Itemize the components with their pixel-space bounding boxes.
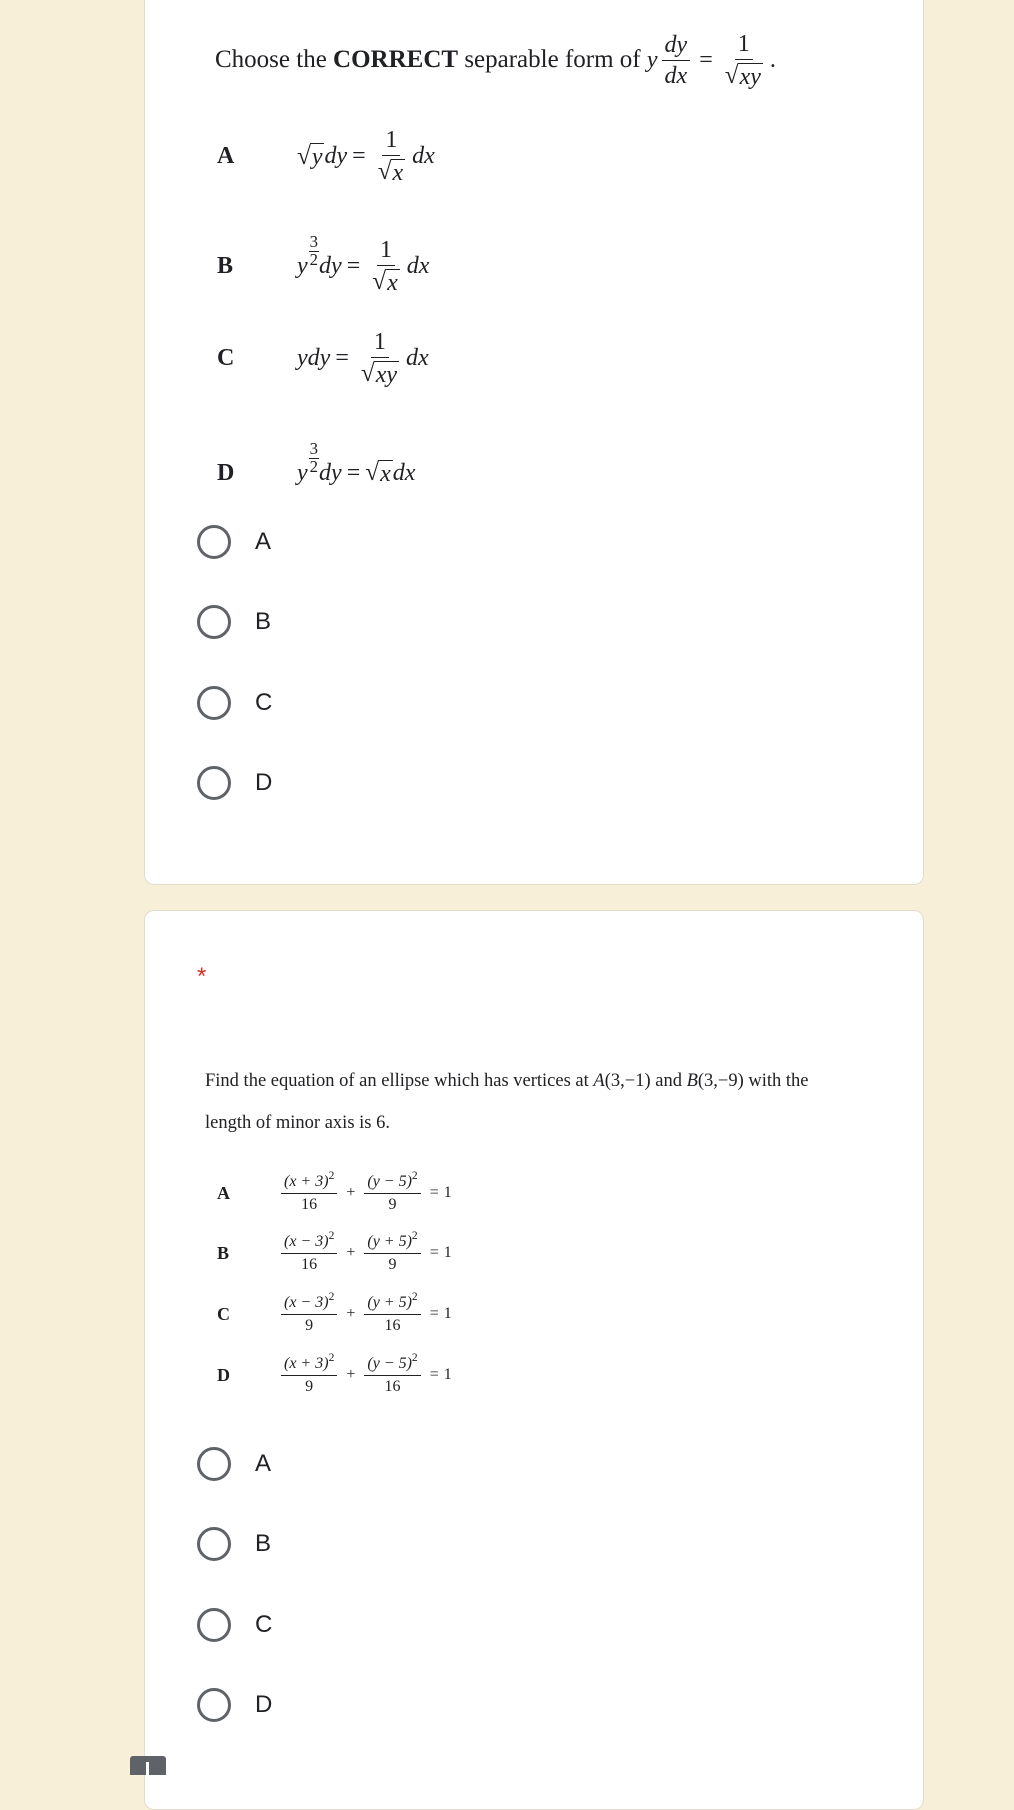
option-letter: D xyxy=(217,1364,230,1385)
rhs-d: dx xyxy=(412,143,435,170)
title-bold: CORRECT xyxy=(333,46,459,74)
exponent: 2 xyxy=(328,1291,335,1304)
exponent: 2 xyxy=(328,1352,335,1365)
denominator-1: 16 xyxy=(301,1255,318,1273)
eq-radicand: xy xyxy=(739,63,761,90)
rhs: 1 xyxy=(443,1244,452,1262)
option-letter: C xyxy=(217,1303,230,1324)
radio-button[interactable] xyxy=(197,1527,231,1561)
denominator-2: 16 xyxy=(384,1377,401,1395)
eq-sqrt: √ xy xyxy=(724,62,761,90)
rhs: 1 xyxy=(443,1305,452,1323)
frac-num: 1 xyxy=(371,329,389,358)
radio-label: A xyxy=(255,528,272,555)
rhs: 1 xyxy=(443,1366,452,1384)
numerator-2: (y − 5) xyxy=(367,1173,412,1190)
den-radicand: x xyxy=(387,269,398,296)
radio-label: D xyxy=(255,769,273,796)
radio-button[interactable] xyxy=(197,1447,231,1481)
q2-option-c xyxy=(217,1291,452,1334)
q2-choice-b[interactable] xyxy=(197,1527,271,1561)
eq-dx: dx xyxy=(664,63,688,90)
pow-den: 2 xyxy=(309,456,319,476)
denominator-1: 16 xyxy=(301,1195,318,1213)
rhs: 1 xyxy=(443,1184,452,1202)
exponent: 2 xyxy=(411,1170,418,1183)
point-b-coords: (3,−9) xyxy=(697,1071,744,1091)
numerator-1: (x − 3) xyxy=(284,1294,329,1311)
option-formula: $\frac{(x - 3)^2}{9}$ + $\frac{(y + 5)^2}{16}$ = 1 xyxy=(277,1294,452,1334)
exponent: 2 xyxy=(328,1230,335,1243)
q2-choice-c[interactable] xyxy=(197,1608,272,1642)
rhs-d: dx xyxy=(406,253,430,280)
pow-den: 2 xyxy=(309,249,319,269)
q2-option-d xyxy=(217,1352,452,1395)
option-letter: B xyxy=(217,1242,230,1263)
option-formula: y $\frac{3}{2}$ dy = √ x dx xyxy=(297,438,416,487)
lhs-radicand: y xyxy=(311,144,323,171)
radio-button[interactable] xyxy=(197,1608,231,1642)
lhs-base: y xyxy=(297,459,308,486)
pow-num: 3 xyxy=(309,438,319,458)
option-letter: A xyxy=(217,1182,230,1203)
denominator-2: 9 xyxy=(388,1255,397,1273)
q1-choice-d[interactable] xyxy=(197,766,272,800)
lhs-base: y xyxy=(297,253,308,280)
option-formula: $\frac{(x + 3)^2}{9}$ + $\frac{(y - 5)^2}{16}$ = 1 xyxy=(277,1355,452,1395)
radio-label: A xyxy=(255,1450,272,1477)
radio-label: C xyxy=(255,689,273,716)
option-formula: y $\frac{3}{2}$ dy = 1 √ x dx xyxy=(297,232,430,296)
option-letter: C xyxy=(217,345,235,372)
question-2-text-line-2: length of minor axis is 6. xyxy=(205,1113,390,1133)
radio-button[interactable] xyxy=(197,766,231,800)
numerator-2: (y − 5) xyxy=(367,1355,412,1372)
frac-num: 1 xyxy=(377,237,395,266)
point-a: A xyxy=(593,1071,605,1091)
eq-lhs: y xyxy=(646,47,658,74)
radio-button[interactable] xyxy=(197,525,231,559)
q1-option-d xyxy=(217,438,416,491)
q1-choice-c[interactable] xyxy=(197,686,272,720)
den-radicand: x xyxy=(392,159,404,186)
numerator-2: (y + 5) xyxy=(367,1233,412,1250)
question-1-title xyxy=(215,31,776,90)
option-formula: √ y dy = 1 √ x dx xyxy=(297,127,435,186)
exponent: 2 xyxy=(411,1291,418,1304)
eq-equals: = xyxy=(699,47,713,74)
option-letter: A xyxy=(217,143,235,170)
radio-label: B xyxy=(255,1530,272,1557)
radio-button[interactable] xyxy=(197,686,231,720)
question-card-1 xyxy=(144,0,924,885)
radio-label: B xyxy=(255,608,272,635)
lhs-d: dy xyxy=(324,143,348,170)
lhs-d: dy xyxy=(319,459,342,486)
denominator-1: 9 xyxy=(305,1316,314,1334)
q2-option-b xyxy=(217,1230,452,1273)
q1-choice-b[interactable] xyxy=(197,605,271,639)
required-asterisk: * xyxy=(197,963,207,990)
denominator-2: 16 xyxy=(384,1316,401,1334)
q2-choice-a[interactable] xyxy=(197,1447,271,1481)
den-radicand: xy xyxy=(375,361,397,388)
denominator-2: 9 xyxy=(388,1195,397,1213)
exponent-3-2 xyxy=(309,438,319,476)
option-formula: $\frac{(x + 3)^2}{16}$ + $\frac{(y - 5)^2}{9}$ = 1 xyxy=(277,1173,452,1213)
option-letter: B xyxy=(217,253,234,280)
rhs-d: dx xyxy=(392,459,416,486)
eq-derivative xyxy=(662,32,691,90)
point-a-coords: (3,−1) xyxy=(604,1071,651,1091)
q1-choice-a[interactable] xyxy=(197,525,271,559)
option-formula: ydy = 1 √ xy dx xyxy=(297,329,429,388)
option-formula: $\frac{(x - 3)^2}{16}$ + $\frac{(y + 5)^2}{9}$ = 1 xyxy=(277,1233,452,1273)
text-2: with the xyxy=(743,1071,809,1091)
radio-button[interactable] xyxy=(197,1688,231,1722)
radio-label: D xyxy=(255,1691,273,1718)
eq-dy: dy xyxy=(662,32,691,61)
eq-rhs xyxy=(722,31,766,90)
exponent: 2 xyxy=(411,1352,418,1365)
question-card-2 xyxy=(144,910,924,1810)
title-suffix: separable form of xyxy=(458,46,647,74)
rhs-d: dx xyxy=(406,345,429,372)
q1-option-c xyxy=(217,329,429,388)
q1-option-b xyxy=(217,232,430,296)
numerator-1: (x + 3) xyxy=(284,1355,329,1372)
lhs-d: dy xyxy=(319,253,342,280)
radio-button[interactable] xyxy=(197,605,231,639)
denominator-1: 9 xyxy=(305,1377,314,1395)
lhs: ydy xyxy=(297,345,331,372)
exponent: 2 xyxy=(328,1170,335,1183)
title-prefix: Choose the xyxy=(215,46,334,74)
point-b: B xyxy=(686,1071,698,1091)
pow-num: 3 xyxy=(309,232,319,252)
exponent: 2 xyxy=(411,1230,418,1243)
option-letter: D xyxy=(217,459,235,486)
exponent-3-2 xyxy=(309,234,319,269)
text-and: and xyxy=(650,1071,687,1091)
frac-num: 1 xyxy=(382,127,400,156)
rhs-radicand: x xyxy=(380,460,391,487)
radio-label: C xyxy=(255,1611,273,1638)
info-icon xyxy=(130,1756,166,1775)
question-1-equation: y $\frac{dy}{dx}$ = 1 √ xy . xyxy=(646,31,776,90)
numerator-1: (x − 3) xyxy=(284,1233,329,1250)
numerator-1: (x + 3) xyxy=(284,1173,329,1190)
question-2-text-line-1 xyxy=(205,1071,809,1092)
q2-choice-d[interactable] xyxy=(197,1688,272,1722)
text-1: Find the equation of an ellipse which has vertices at xyxy=(205,1071,594,1091)
eq-one: 1 xyxy=(735,31,753,60)
q1-option-a xyxy=(217,127,435,186)
q2-option-a xyxy=(217,1170,452,1213)
numerator-2: (y + 5) xyxy=(367,1294,412,1311)
